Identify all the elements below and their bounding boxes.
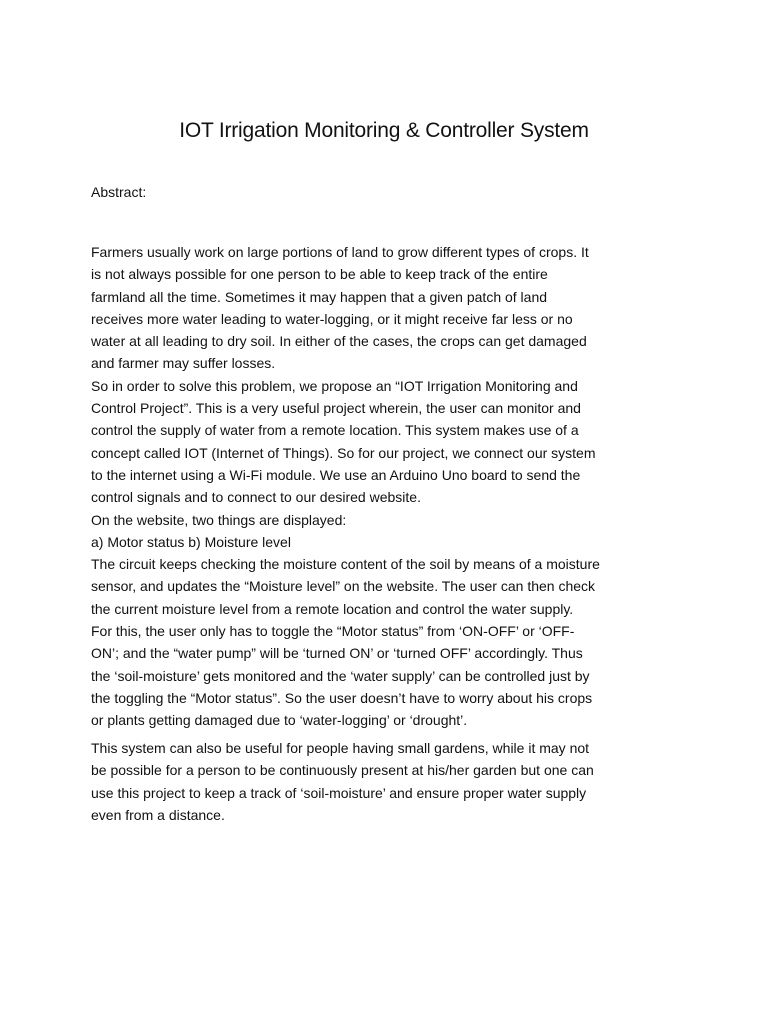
text-line: On the website, two things are displayed:	[91, 511, 347, 528]
text-line: concept called IOT (Internet of Things). So for our project, we connect our system	[91, 444, 596, 461]
text-line: This system can also be useful for people having small gardens, while it may not	[91, 740, 590, 756]
text-line: a) Motor status b) Moisture level	[91, 533, 291, 550]
text-line: ON’; and the “water pump” will be ‘turned ON’ or ‘turned OFF’ accordingly. Thus	[91, 645, 583, 662]
text-line: to the internet using a Wi-Fi module. We use an Arduino Uno board to send the	[91, 466, 581, 483]
text-line: farmland all the time. Sometimes it may happen that a given patch of land	[91, 288, 548, 305]
text-line: water at all leading to dry soil. In either of the cases, the crops can get damaged	[91, 333, 587, 350]
abstract-paragraph-1	[91, 241, 681, 732]
text-line: even from a distance.	[91, 806, 225, 823]
abstract-paragraph-2	[91, 737, 681, 826]
text-line: The circuit keeps checking the moisture content of the soil by means of a moisture	[91, 556, 600, 573]
text-line: and farmer may suffer losses.	[91, 355, 276, 372]
text-line: Farmers usually work on large portions of land to grow different types of crops. It	[91, 244, 589, 260]
text-line: be possible for a person to be continuously present at his/her garden but one can	[91, 762, 594, 779]
text-line: sensor, and updates the “Moisture level” on the website. The user can then check	[91, 578, 596, 595]
text-line: For this, the user only has to toggle the “Motor status” from ‘ON-OFF’ or ‘OFF-	[91, 623, 575, 640]
text-line: control the supply of water from a remote location. This system makes use of a	[91, 422, 579, 439]
text-line: the toggling the “Motor status”. So the user doesn’t have to worry about his crops	[91, 689, 593, 706]
text-line: is not always possible for one person to be able to keep track of the entire	[91, 266, 548, 283]
text-line: the current moisture level from a remote location and control the water supply.	[91, 600, 574, 617]
text-line: So in order to solve this problem, we propose an “IOT Irrigation Monitoring and	[91, 377, 578, 394]
text-line: or plants getting damaged due to ‘water-logging’ or ‘drought’.	[91, 712, 468, 729]
abstract-heading: Abstract:	[91, 184, 147, 200]
text-line: Control Project”. This is a very useful project wherein, the user can monitor and	[91, 400, 581, 417]
text-line: control signals and to connect to our desired website.	[91, 489, 421, 506]
document-title: IOT Irrigation Monitoring & Controller System	[179, 119, 589, 142]
text-line: the ‘soil-moisture’ gets monitored and the ‘water supply’ can be controlled just by	[91, 667, 590, 684]
text-line: use this project to keep a track of ‘soil-moisture’ and ensure proper water supply	[91, 784, 587, 801]
text-line: receives more water leading to water-logging, or it might receive far less or no	[91, 310, 573, 327]
